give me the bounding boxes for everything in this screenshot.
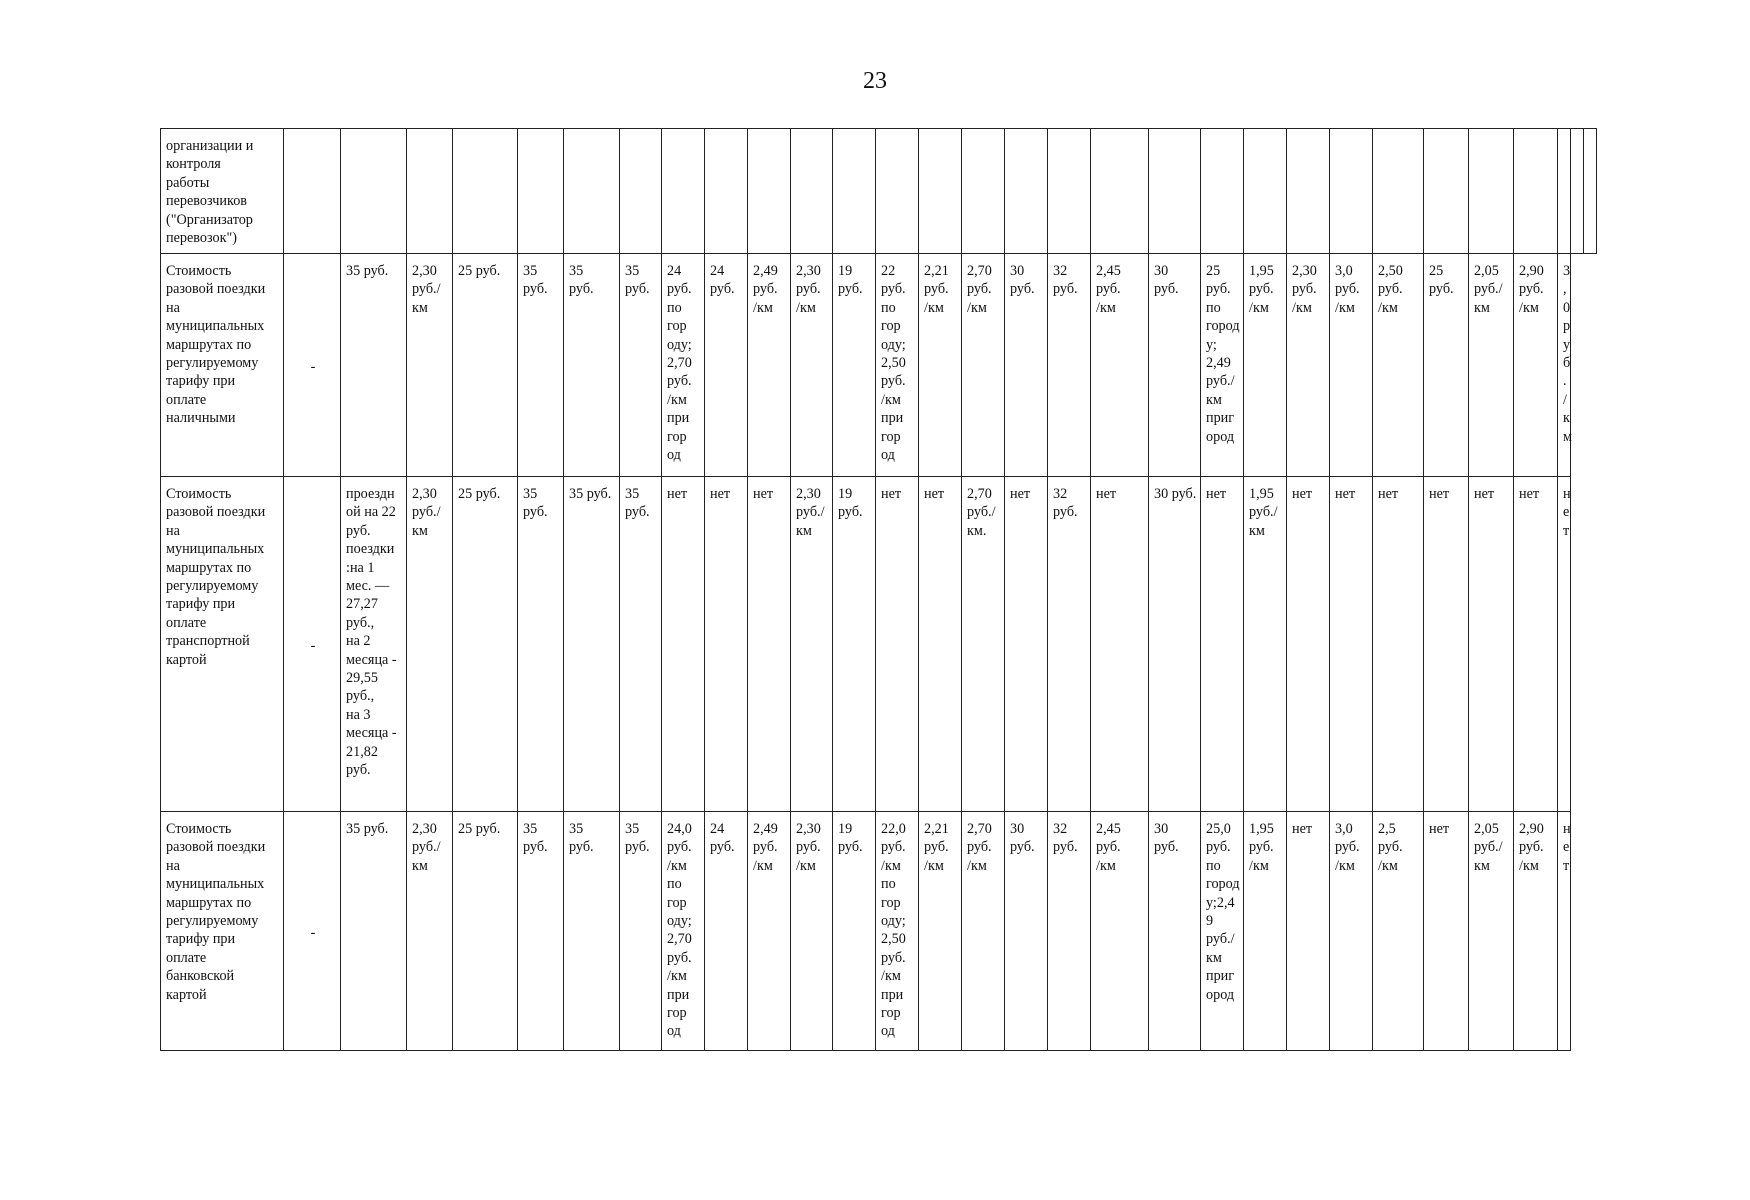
table-cell: нет	[705, 477, 748, 812]
table-cell: 32 руб.	[1048, 477, 1091, 812]
table-cell: 35 руб.	[518, 477, 564, 812]
table-cell: 2,49 руб. /км	[748, 254, 791, 477]
table-cell: 30 руб.	[1005, 254, 1048, 477]
table-cell: 35 руб.	[341, 254, 407, 477]
table-cell: 35 руб.	[564, 812, 620, 1051]
table-cell: 25 руб.	[453, 477, 518, 812]
table-cell	[1330, 129, 1373, 254]
table-cell: проездн ой на 22 руб. поездки :на 1 мес. — 27,27 руб., на 2 месяца - 29,55 руб., на 3 месяца - 21,82 руб.	[341, 477, 407, 812]
table-cell: 25 руб.	[453, 812, 518, 1051]
table-cell: 1,95 руб. /км	[1244, 812, 1287, 1051]
table-cell: 24 руб.	[705, 812, 748, 1051]
table-cell: 35 руб.	[518, 812, 564, 1051]
table-cell	[1048, 129, 1091, 254]
table-cell	[1244, 129, 1287, 254]
table-cell	[341, 129, 407, 254]
table-cell: 35 руб.	[620, 812, 662, 1051]
row-dash-cell: -	[284, 254, 341, 477]
table-cell: 3,0 руб. /км	[1330, 254, 1373, 477]
table-cell: нет	[748, 477, 791, 812]
table-cell: 24 руб. по гор оду; 2,70 руб. /км при гор од	[662, 254, 705, 477]
table-cell: 35 руб.	[564, 254, 620, 477]
table-cell: 2,05 руб./ км	[1469, 254, 1514, 477]
table-cell: 19 руб.	[833, 477, 876, 812]
table-cell	[705, 129, 748, 254]
table-row	[161, 812, 1597, 1051]
table-cell: 24 руб.	[705, 254, 748, 477]
table-row	[161, 254, 1597, 477]
table-cell: 25,0 руб. по город у;2,4 9 руб./ км приг ород	[1201, 812, 1244, 1051]
table-cell: нет	[1469, 477, 1514, 812]
table-cell	[1373, 129, 1424, 254]
table-cell: нет	[1287, 477, 1330, 812]
table-cell: 35 руб.	[518, 254, 564, 477]
table-cell	[662, 129, 705, 254]
table-cell: 2,30 руб. /км	[791, 812, 833, 1051]
table-cell: нет	[1558, 812, 1571, 1051]
table-cell: 1,95 руб./ км	[1244, 477, 1287, 812]
table-cell	[962, 129, 1005, 254]
table-cell: нет	[1424, 812, 1469, 1051]
table-cell: 25 руб. по город у; 2,49 руб./ км приг ород	[1201, 254, 1244, 477]
table-cell: 32 руб.	[1048, 254, 1091, 477]
table-cell: нет	[1201, 477, 1244, 812]
table-cell: 2,50 руб. /км	[1373, 254, 1424, 477]
table-cell: 35 руб.	[564, 477, 620, 812]
table-cell	[1201, 129, 1244, 254]
table-cell: 30 руб.	[1149, 812, 1201, 1051]
table-cell	[1149, 129, 1201, 254]
table-cell	[748, 129, 791, 254]
table-cell: нет	[1005, 477, 1048, 812]
table-cell: нет	[1424, 477, 1469, 812]
table-cell: 2,70 руб./ км.	[962, 477, 1005, 812]
table-cell	[453, 129, 518, 254]
table-cell: 19 руб.	[833, 812, 876, 1051]
table-cell: 2,30 руб. /км	[791, 254, 833, 477]
row-dash-cell: -	[284, 812, 341, 1051]
table-cell: нет	[1558, 477, 1571, 812]
table-cell	[876, 129, 919, 254]
table-cell	[564, 129, 620, 254]
table-cell: нет	[1514, 477, 1558, 812]
table-cell: 2,45 руб. /км	[1091, 812, 1149, 1051]
table-cell: нет	[1287, 812, 1330, 1051]
table-cell	[791, 129, 833, 254]
table-cell: 30 руб.	[1149, 477, 1201, 812]
row-label-cell: Стоимость разовой поездки на муниципальных маршрутах по регулируемому тарифу при оплате транспортной картой	[161, 477, 284, 812]
row-dash-cell	[284, 129, 341, 254]
row-label-cell: организации и контроля работы перевозчиков ("Организатор перевозок")	[161, 129, 284, 254]
table-cell	[407, 129, 453, 254]
table-cell: 2,70 руб. /км	[962, 812, 1005, 1051]
table-cell: 2,90 руб. /км	[1514, 812, 1558, 1051]
table-cell	[1558, 129, 1571, 254]
table-cell: 2,70 руб. /км	[962, 254, 1005, 477]
row-label-cell: Стоимость разовой поездки на муниципальных маршрутах по регулируемому тарифу при оплате наличными	[161, 254, 284, 477]
table-cell: 2,30 руб./ км	[407, 477, 453, 812]
table-cell: нет	[1330, 477, 1373, 812]
page-number: 23	[863, 68, 887, 94]
table-cell: нет	[1091, 477, 1149, 812]
table-row	[161, 129, 1597, 254]
table-cell	[1571, 129, 1584, 254]
table-cell: 2,30 руб./ км	[407, 812, 453, 1051]
table-cell: 22,0 руб. /км по гор оду; 2,50 руб. /км при гор од	[876, 812, 919, 1051]
table-cell: 30 руб.	[1149, 254, 1201, 477]
table-cell: 25 руб.	[453, 254, 518, 477]
table-cell: 1,95 руб. /км	[1244, 254, 1287, 477]
table-cell: 35 руб.	[620, 477, 662, 812]
table-cell: 35 руб.	[341, 812, 407, 1051]
table-cell	[1091, 129, 1149, 254]
table-body	[161, 129, 1597, 1051]
table-cell: 24,0 руб. /км по гор оду; 2,70 руб. /км при гор од	[662, 812, 705, 1051]
table-cell: нет	[662, 477, 705, 812]
table-cell	[1514, 129, 1558, 254]
table-cell: 3,0 руб. /км	[1330, 812, 1373, 1051]
row-dash-cell: -	[284, 477, 341, 812]
table-cell: 2,45 руб. /км	[1091, 254, 1149, 477]
table-cell: 2,30 руб./ км	[407, 254, 453, 477]
table-cell	[518, 129, 564, 254]
table-cell: 25 руб.	[1424, 254, 1469, 477]
table-cell: нет	[876, 477, 919, 812]
table-cell	[919, 129, 962, 254]
table-cell	[1584, 129, 1597, 254]
table-cell: 3,0 руб./ км	[1558, 254, 1571, 477]
table-cell	[1424, 129, 1469, 254]
table-cell: 22 руб. по гор оду; 2,50 руб. /км при гор од	[876, 254, 919, 477]
table-cell: 2,21 руб. /км	[919, 254, 962, 477]
table-cell: 2,30 руб. /км	[1287, 254, 1330, 477]
table-cell	[620, 129, 662, 254]
table-cell	[833, 129, 876, 254]
table-cell	[1469, 129, 1514, 254]
table-cell: нет	[1373, 477, 1424, 812]
table-cell: 2,49 руб. /км	[748, 812, 791, 1051]
table-cell: 2,21 руб. /км	[919, 812, 962, 1051]
table-cell: 2,05 руб./ км	[1469, 812, 1514, 1051]
table-cell: 19 руб.	[833, 254, 876, 477]
table-cell: нет	[919, 477, 962, 812]
table-cell	[1005, 129, 1048, 254]
table-cell: 35 руб.	[620, 254, 662, 477]
table-cell: 30 руб.	[1005, 812, 1048, 1051]
table-cell: 2,30 руб./ км	[791, 477, 833, 812]
table-row	[161, 477, 1597, 812]
row-label-cell: Стоимость разовой поездки на муниципальных маршрутах по регулируемому тарифу при оплате банковской картой	[161, 812, 284, 1051]
table-cell: 2,90 руб. /км	[1514, 254, 1558, 477]
table-cell: 2,5 руб. /км	[1373, 812, 1424, 1051]
table-cell	[1287, 129, 1330, 254]
table-cell: 32 руб.	[1048, 812, 1091, 1051]
tariff-table	[160, 128, 1597, 1051]
